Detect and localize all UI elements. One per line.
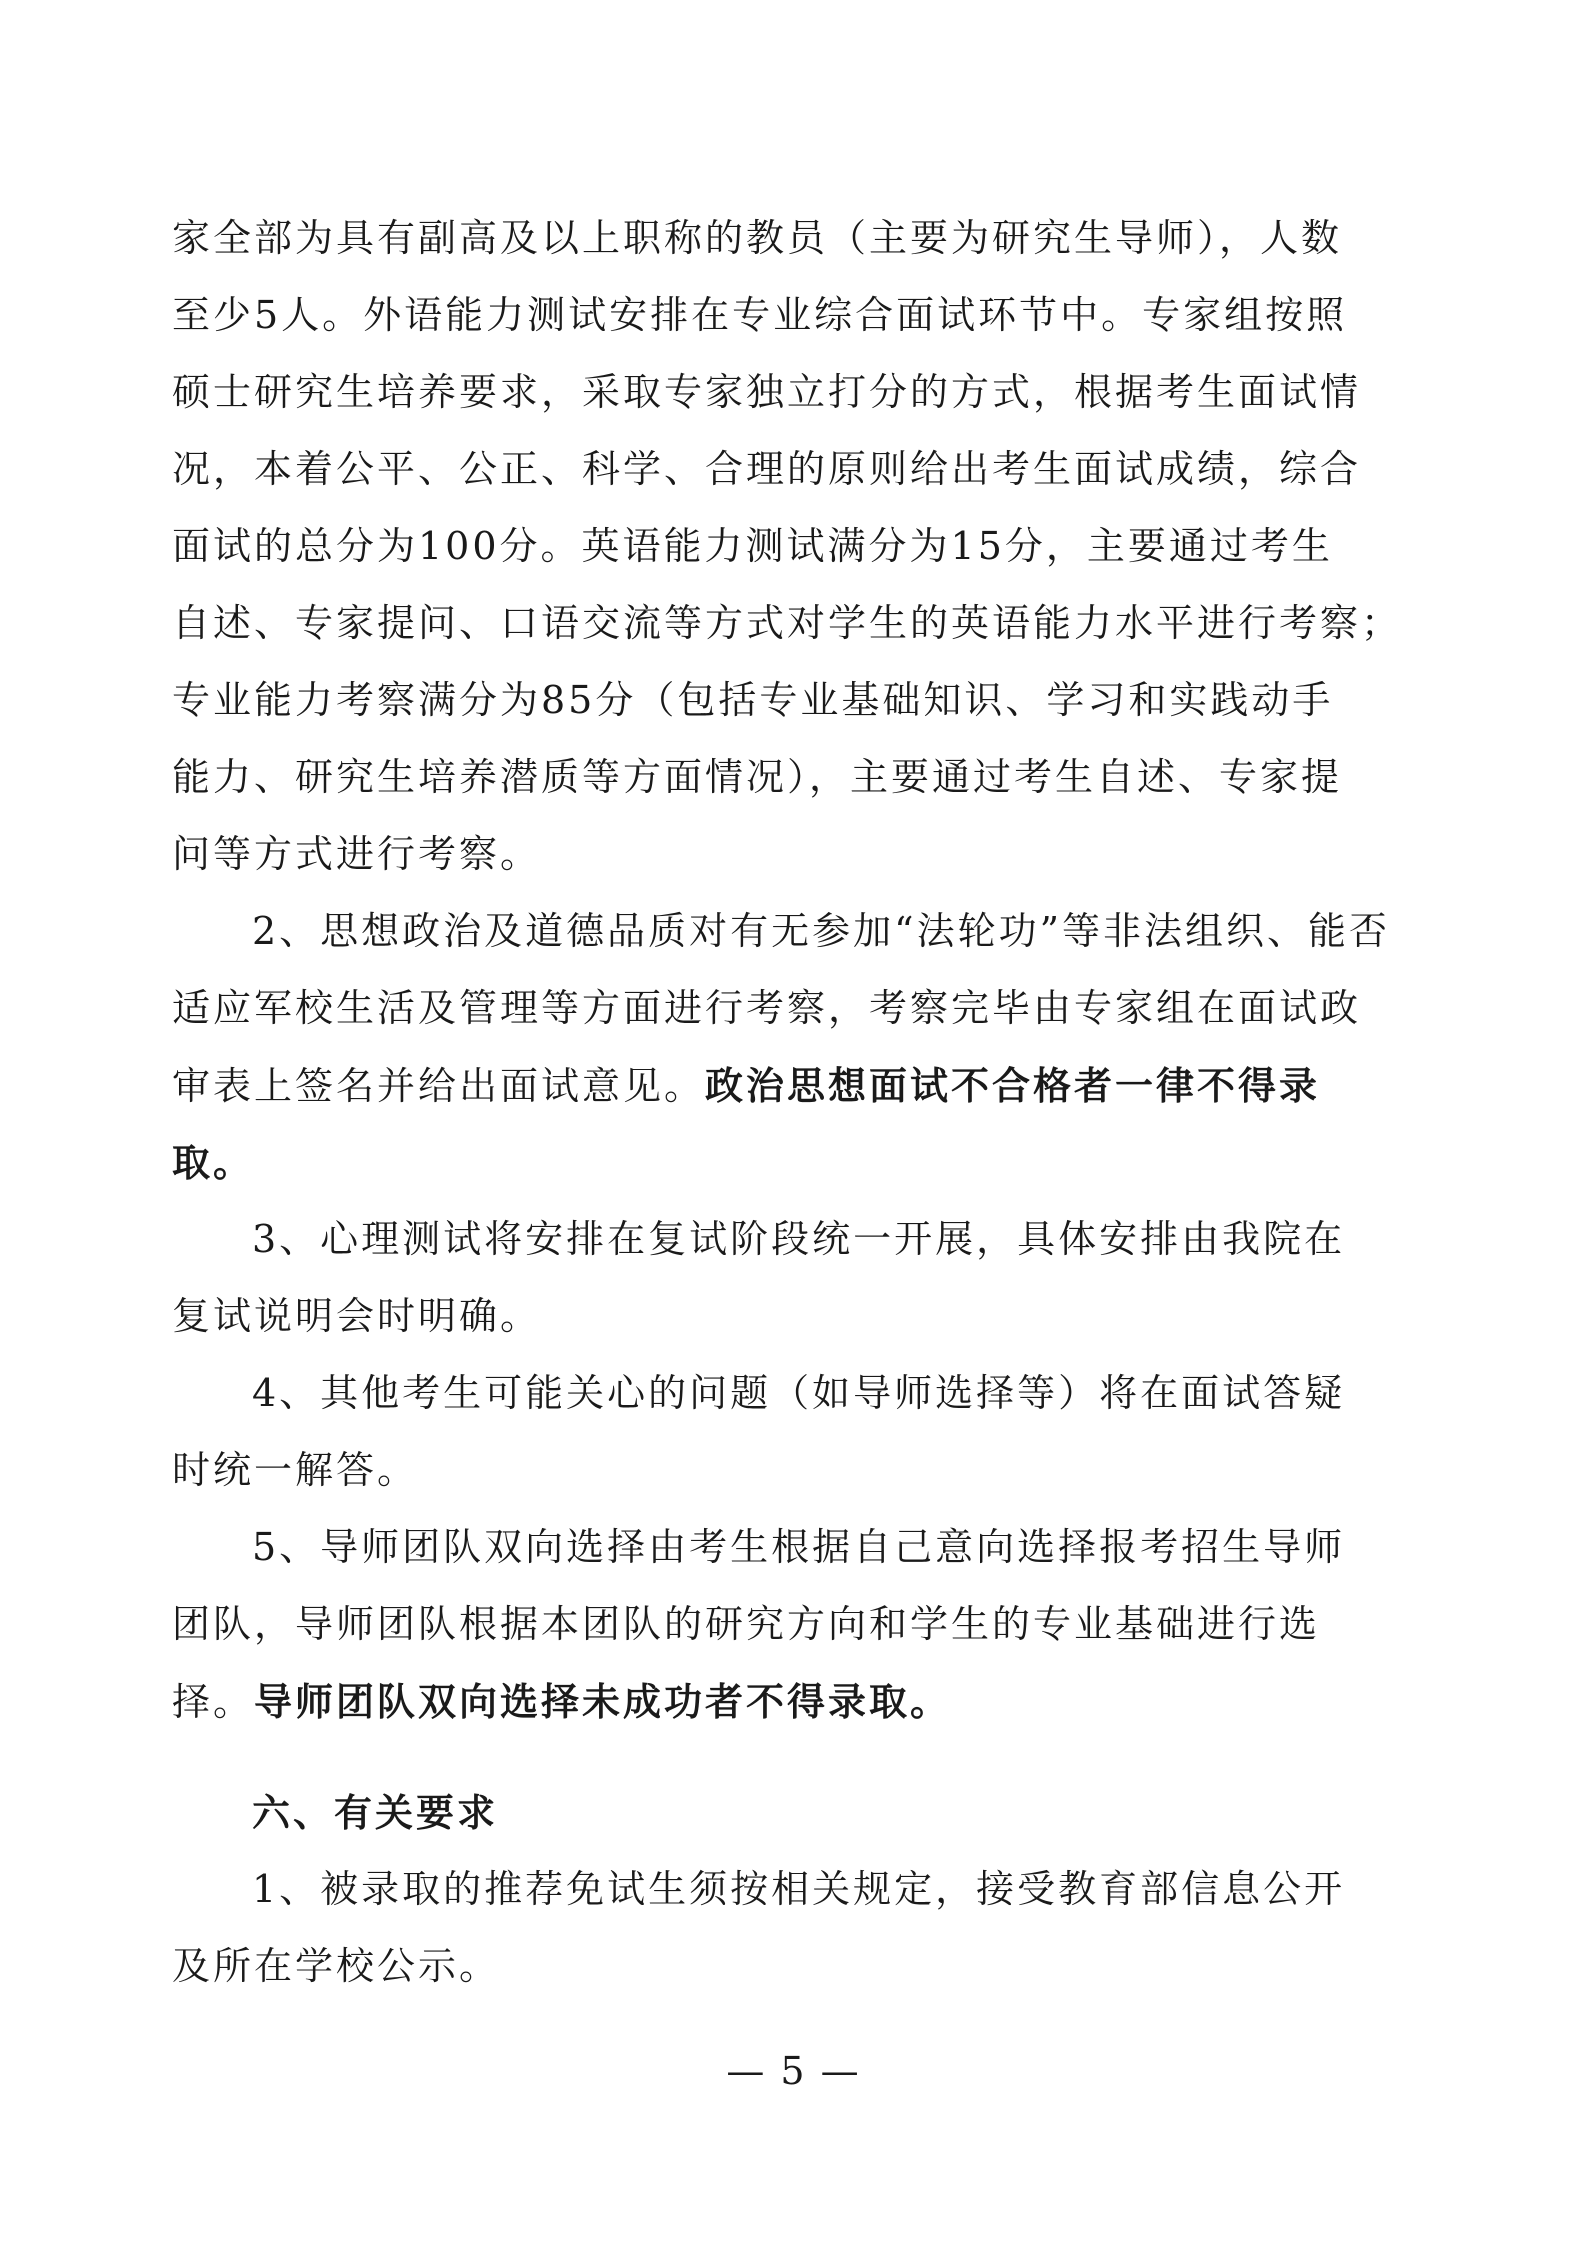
text-line: 3、心理测试将安排在复试阶段统一开展，具体安排由我院在 bbox=[252, 1217, 1346, 1261]
text-line: 专业能力考察满分为85分（包括专业基础知识、学习和实践动手 bbox=[172, 678, 1334, 722]
paragraph-political-review bbox=[172, 893, 1422, 1201]
paragraph-expert-panel bbox=[172, 200, 1422, 893]
section-gap bbox=[172, 1740, 1422, 1774]
text-line: 问等方式进行考察。 bbox=[172, 832, 542, 876]
text-emphasis: 导师团队双向选择未成功者不得录取。 bbox=[254, 1679, 952, 1724]
text-line: 复试说明会时明确。 bbox=[172, 1294, 542, 1338]
paragraph-public-notice bbox=[172, 1851, 1422, 2005]
text-emphasis: 取。 bbox=[172, 1140, 255, 1185]
text-normal: 审表上签名并给出面试意见。 bbox=[172, 1064, 706, 1108]
text-line: 2、思想政治及道德品质对有无参加“法轮功”等非法组织、能否 bbox=[252, 909, 1391, 953]
document-body bbox=[172, 200, 1422, 2005]
text-line: 自述、专家提问、口语交流等方式对学生的英语能力水平进行考察； bbox=[172, 601, 1403, 645]
section-heading: 六、有关要求 bbox=[252, 1790, 499, 1835]
text-line: 及所在学校公示。 bbox=[172, 1944, 501, 1988]
paragraph-psych-test bbox=[172, 1201, 1422, 1355]
text-line: 4、其他考生可能关心的问题（如导师选择等）将在面试答疑 bbox=[252, 1371, 1346, 1415]
text-normal: 择。 bbox=[172, 1680, 255, 1724]
text-line: 适应军校生活及管理等方面进行考察，考察完毕由专家组在面试政 bbox=[172, 986, 1362, 1030]
text-emphasis: 政治思想面试不合格者一律不得录 bbox=[705, 1063, 1321, 1108]
text-line: 5、导师团队双向选择由考生根据自己意向选择报考招生导师 bbox=[252, 1525, 1346, 1569]
paragraph-mentor-selection bbox=[172, 1509, 1422, 1740]
page-number: — 5 — bbox=[726, 2049, 861, 2093]
text-line bbox=[172, 1663, 1422, 1740]
text-line: 团队，导师团队根据本团队的研究方向和学生的专业基础进行选 bbox=[172, 1602, 1321, 1646]
text-line: 1、被录取的推荐免试生须按相关规定，接受教育部信息公开 bbox=[252, 1867, 1346, 1911]
text-line: 面试的总分为100分。英语能力测试满分为15分，主要通过考生 bbox=[172, 524, 1333, 568]
text-line bbox=[172, 1047, 1422, 1124]
paragraph-other-questions bbox=[172, 1355, 1422, 1509]
text-line: 至少5人。外语能力测试安排在专业综合面试环节中。专家组按照 bbox=[172, 293, 1348, 337]
text-line: 况，本着公平、公正、科学、合理的原则给出考生面试成绩，综合 bbox=[172, 447, 1362, 491]
text-line: 硕士研究生培养要求，采取专家独立打分的方式，根据考生面试情 bbox=[172, 370, 1362, 414]
text-line: 时统一解答。 bbox=[172, 1448, 419, 1492]
text-line: 能力、研究生培养潜质等方面情况），主要通过考生自述、专家提 bbox=[172, 755, 1343, 799]
text-line: 家全部为具有副高及以上职称的教员（主要为研究生导师），人数 bbox=[172, 216, 1343, 260]
